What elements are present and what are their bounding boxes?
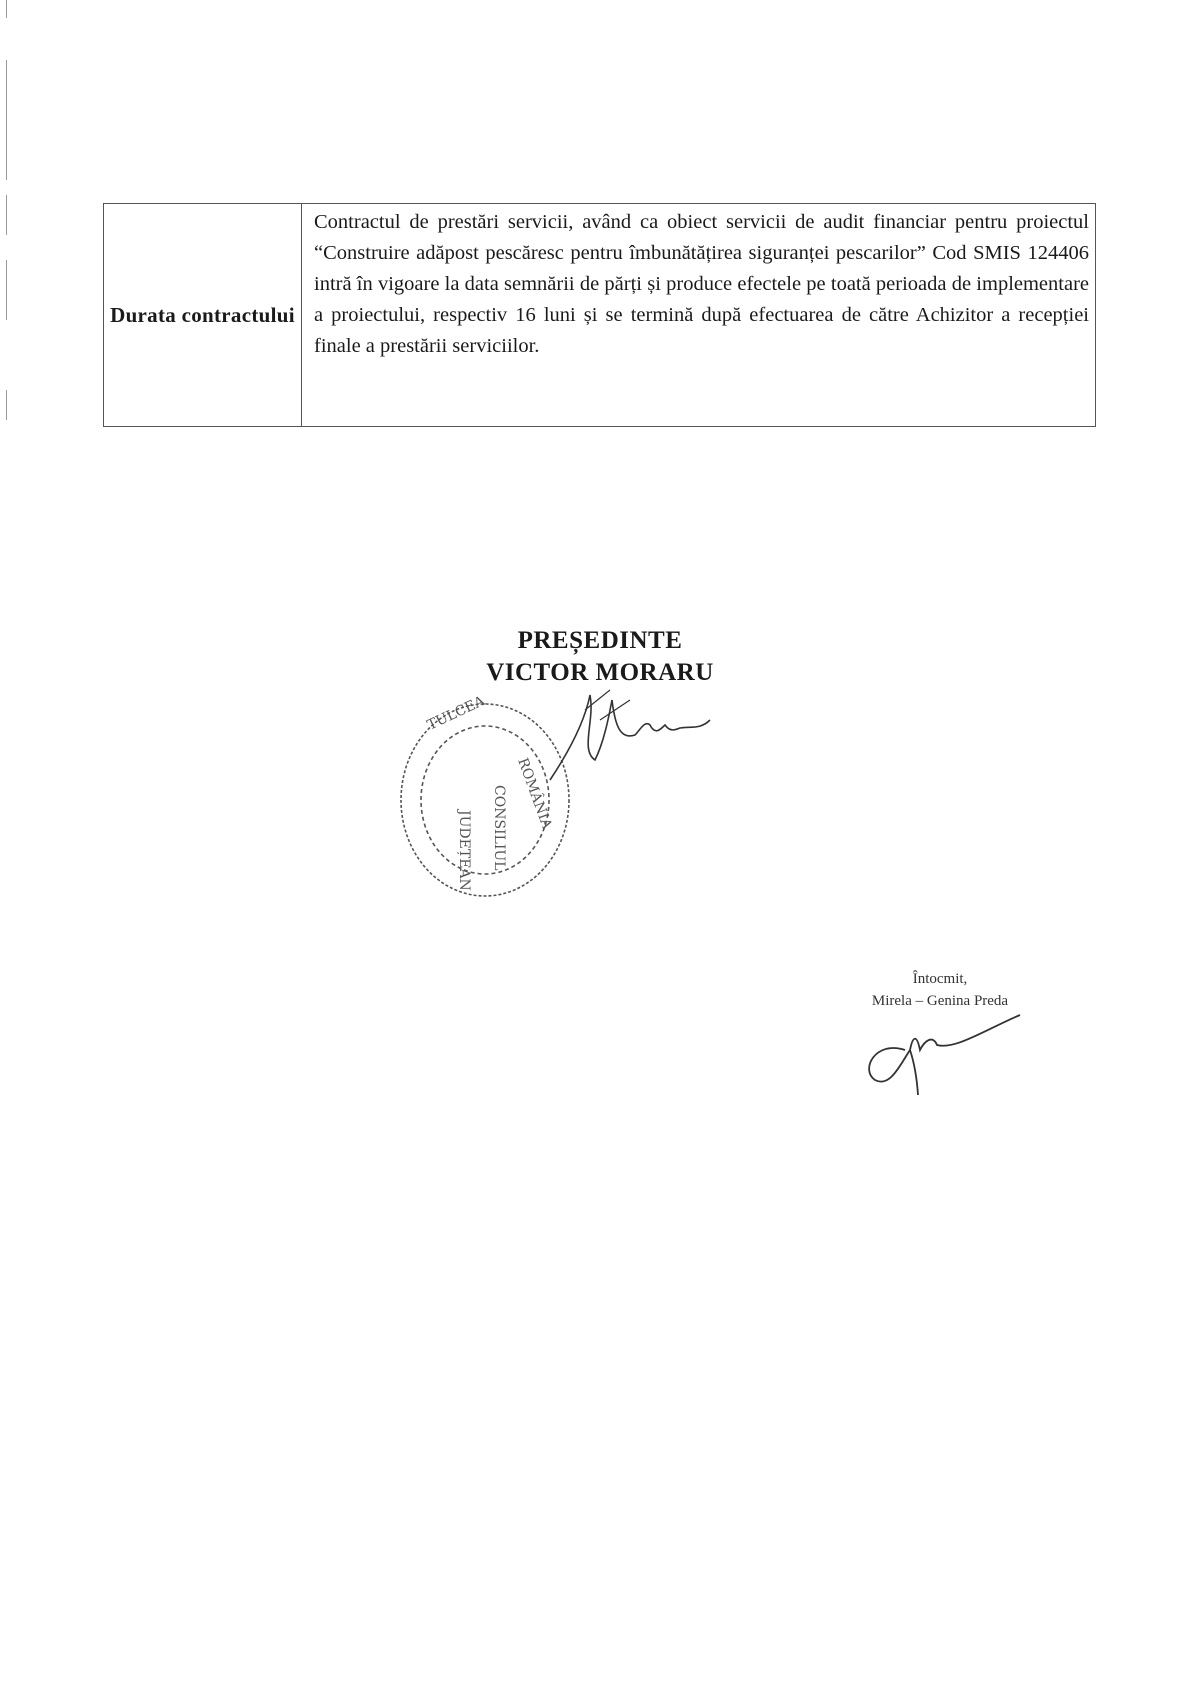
contract-duration-table [103, 203, 1096, 427]
signatory-title: PREȘEDINTE [517, 627, 683, 654]
signatory-name: VICTOR MORARU [486, 659, 714, 686]
prepared-label: Întocmit, [912, 971, 968, 987]
svg-text:JUDEȚEAN: JUDEȚEAN [456, 810, 472, 891]
duration-content: Contractul de prestări servicii, având ca obiect servicii de audit financiar pentru proiectul “Construire adăpost pescăresc pentru îmbunătățirea siguranței pescarilor” Cod SMIS 124406 intră în vigoare la data semnării de părți și produce efectele pe toată perioada de implementare a proiectului, respectiv 16 luni și se termină după efectuarea de către Achizitor a recepției finale a prestării serviciilor. [314, 211, 1089, 357]
duration-content-cell [302, 204, 1096, 427]
svg-text:ROMÂNIA: ROMÂNIA [514, 755, 555, 832]
scan-edge-mark [6, 195, 7, 235]
scan-edge-mark [6, 60, 7, 180]
prepared-by-block [850, 968, 1030, 1012]
scan-edge-mark [6, 0, 7, 18]
svg-text:CONSILIUL: CONSILIUL [491, 785, 507, 871]
svg-text:TULCEA: TULCEA [424, 693, 488, 734]
scan-edge-mark [6, 260, 7, 320]
scan-edge-mark [6, 390, 7, 420]
preparer-signature [855, 1010, 1025, 1100]
duration-label: Durata contractului [110, 302, 295, 327]
preparer-name: Mirela – Genina Preda [871, 993, 1009, 1009]
president-signature [540, 680, 720, 790]
duration-label-cell [104, 204, 302, 427]
